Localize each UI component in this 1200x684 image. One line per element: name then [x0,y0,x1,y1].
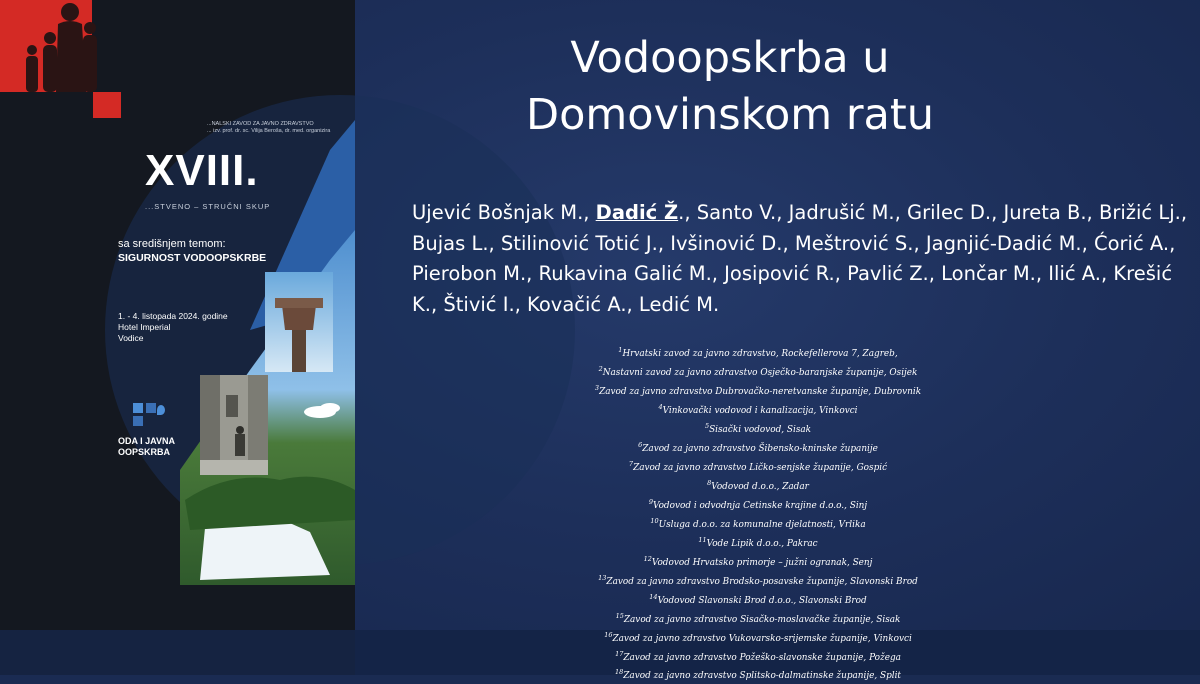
affiliation-number: 8 [707,478,712,487]
poster-logo-text: OOPSKRBA [118,447,171,457]
affiliation-item [548,647,968,666]
affiliation-text: Zavod za javno zdravstvo Dubrovačko-neretvanske županije, Dubrovnik [599,386,922,397]
affiliation-item [548,533,968,552]
poster-theme-title: SIGURNOST VODOOPSKRBE [118,252,267,264]
affiliation-text: Usluga d.o.o. za komunalne djelatnosti, Vrlika [658,519,866,530]
affiliation-text: Vodovod d.o.o., Zadar [711,481,809,492]
affiliation-text: Zavod za javno zdravstvo Vukovarsko-srijemske županije, Vinkovci [612,633,912,644]
affiliation-list [548,343,968,684]
affiliation-item [548,362,968,381]
affiliation-text: Vodovod Hrvatsko primorje – južni ogranak, Senj [651,557,873,568]
affiliation-text: Zavod za javno zdravstvo Splitsko-dalmatinske županije, Split [623,671,902,682]
affiliation-text: Vodovod Slavonski Brod d.o.o., Slavonski Brod [657,595,867,606]
affiliation-text: Hrvatski zavod za javno zdravstvo, Rockefellerova 7, Zagreb, [622,348,898,359]
poster-venue: Hotel Imperial [118,322,171,332]
affiliation-number: 15 [615,611,624,620]
poster-theme-intro: sa središnjem temom: [118,238,226,250]
affiliation-number: 16 [604,630,613,639]
affiliation-number: 5 [704,421,710,430]
affiliation-item [548,590,968,609]
affiliation-item [548,552,968,571]
poster-org-line: ... izv. prof. dr. sc. Vilija Beroša, dr. med. organizira [207,128,331,134]
affiliation-number: 11 [698,535,707,544]
affiliation-number: 14 [649,592,658,601]
affiliation-number: 1 [618,346,623,354]
affiliation-item [548,400,968,419]
affiliation-number: 3 [594,383,600,392]
affiliation-item [548,495,968,514]
affiliation-number: 7 [628,459,634,468]
affiliation-number: 17 [615,649,624,658]
title-line: Vodoopskrba u [570,33,890,83]
affiliation-text: Zavod za javno zdravstvo Požeško-slavonske županije, Požega [623,652,901,663]
affiliation-item [548,476,968,495]
affiliation-number: 18 [614,668,624,677]
affiliation-text: Nastavni zavod za javno zdravstvo Osječko-baranjske županije, Osijek [602,367,918,378]
affiliation-item [548,609,968,628]
affiliation-item [548,665,968,684]
affiliation-text: Vinkovački vodovod i kanalizacija, Vinkovci [662,405,858,416]
author-list [412,198,1192,320]
affiliation-item [548,343,968,362]
affiliation-text: Zavod za javno zdravstvo Ličko-senjske županije, Gospić [633,462,888,473]
affiliation-number: 2 [598,364,603,373]
poster-photo-collage [0,0,355,675]
affiliation-number: 4 [658,402,663,411]
affiliation-text: Zavod za javno zdravstvo Brodsko-posavske županije, Slavonski Brod [606,576,918,587]
affiliation-number: 6 [638,440,643,449]
poster-numeral: XVIII. [145,146,259,195]
affiliation-text: Zavod za javno zdravstvo Šibensko-kninske županije [642,443,878,454]
affiliation-item [548,457,968,476]
affiliation-item [548,514,968,533]
poster-city: Vodice [118,333,144,343]
poster-subtitle: ...STVENO – STRUČNI SKUP [145,202,271,211]
affiliation-item [548,419,968,438]
poster-org-line: ...NALSKI ZAVOD ZA JAVNO ZDRAVSTVO [207,121,314,127]
affiliation-number: 12 [643,554,652,563]
conference-poster [0,0,355,675]
affiliation-text: Vode Lipik d.o.o., Pakrac [706,538,818,549]
authors-text: Ujević Bošnjak M., [412,201,596,224]
affiliation-item [548,438,968,457]
poster-bottom-band [0,630,355,675]
authors-text: ., Santo V., Jadrušić M., Grilec D., Jureta B., Brižić Lj., Bujas L., Stilinović Totić J., Ivšinović D., Meštrović S., Jagnjić-Dadić M., Ćorić A., Pierobon M., Rukavina Galić M., Josipović R., Pavlić Z., Lončar M., Ilić A., Krešić K., Štivić I., Kovačić A., Ledić M. [412,201,1188,316]
poster-logo-text: ODA I JAVNA [118,436,176,446]
affiliation-item [548,571,968,590]
title-line: Domovinskom ratu [525,90,935,140]
affiliation-text: Zavod za javno zdravstvo Sisačko-moslavačke županije, Sisak [623,614,901,625]
affiliation-number: 10 [650,516,659,525]
affiliation-item [548,628,968,647]
affiliation-text: Sisački vodovod, Sisak [709,424,812,435]
affiliation-text: Vodovod i odvodnja Cetinske krajine d.o.o., Sinj [653,500,868,511]
highlighted-author: Dadić Ž [595,201,679,224]
poster-date: 1. - 4. listopada 2024. godine [118,311,228,321]
affiliation-number: 13 [598,573,607,582]
affiliation-number: 9 [648,497,653,506]
affiliation-item [548,381,968,400]
slide-title [430,30,1030,144]
